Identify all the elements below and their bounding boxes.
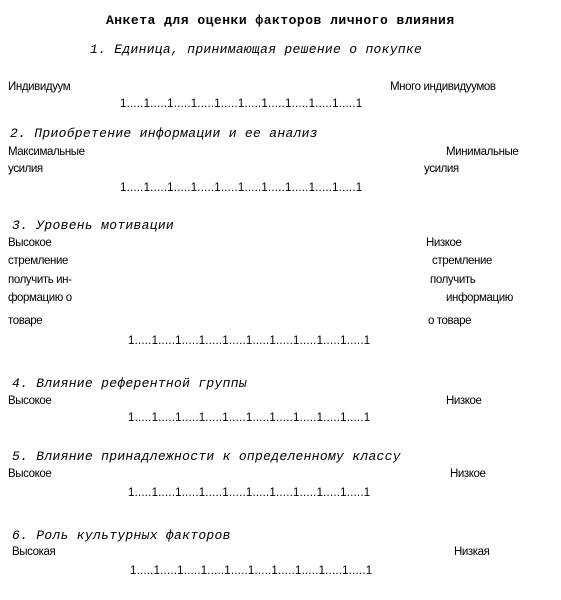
- section-4-left-label: Высокое: [8, 395, 52, 407]
- section-6-heading: 6. Роль культурных факторов: [12, 528, 231, 543]
- section-4-rating-scale: 1.....1.....1.....1.....1.....1.....1.....1.....1.....1.....1: [128, 412, 371, 424]
- section-2-left-label-line-1: Максимальные: [8, 146, 85, 158]
- section-6-rating-scale: 1.....1.....1.....1.....1.....1.....1.....1.....1.....1.....1: [130, 565, 373, 577]
- section-3-rating-scale: 1.....1.....1.....1.....1.....1.....1.....1.....1.....1.....1: [128, 335, 371, 347]
- page-title: Анкета для оценки факторов личного влияния: [106, 13, 455, 28]
- section-2-rating-scale: 1.....1.....1.....1.....1.....1.....1.....1.....1.....1.....1: [120, 182, 363, 194]
- section-3-left-label-line-5: товаре: [8, 315, 43, 327]
- section-5-heading: 5. Влияние принадлежности к определенному классу: [12, 449, 401, 464]
- section-5-right-label: Низкое: [450, 468, 486, 480]
- section-3-left-label-line-3: получить ин-: [8, 274, 72, 286]
- section-2-right-label-line-1: Минимальные: [446, 146, 519, 158]
- section-6-right-label: Низкая: [454, 546, 490, 558]
- section-2-left-label-line-2: усилия: [8, 163, 43, 175]
- section-3-right-label-line-3: получить: [430, 274, 476, 286]
- section-6-left-label: Высокая: [12, 546, 56, 558]
- section-3-heading: 3. Уровень мотивации: [12, 218, 175, 233]
- section-5-left-label: Высокое: [8, 468, 52, 480]
- section-2-right-label-line-2: усилия: [424, 163, 459, 175]
- section-5-rating-scale: 1.....1.....1.....1.....1.....1.....1.....1.....1.....1.....1: [128, 487, 371, 499]
- section-1-rating-scale: 1.....1.....1.....1.....1.....1.....1.....1.....1.....1.....1: [120, 98, 363, 110]
- section-3-right-label-line-4: информацию: [446, 292, 513, 304]
- section-1-heading: 1. Единица, принимающая решение о покупке: [90, 42, 423, 57]
- section-1-right-label: Много индивидуумов: [390, 81, 496, 93]
- section-2-heading: 2. Приобретение информации и ее анализ: [10, 126, 318, 141]
- section-3-right-label-line-5: о товаре: [428, 315, 472, 327]
- section-3-right-label-line-2: стремление: [432, 255, 492, 267]
- section-4-heading: 4. Влияние референтной группы: [12, 376, 247, 391]
- section-3-left-label-line-2: стремление: [8, 255, 68, 267]
- section-3-right-label-line-1: Низкое: [426, 237, 462, 249]
- section-3-left-label-line-4: формацию о: [8, 292, 72, 304]
- section-1-left-label: Индивидуум: [8, 81, 71, 93]
- section-3-left-label-line-1: Высокое: [8, 237, 52, 249]
- section-4-right-label: Низкое: [446, 395, 482, 407]
